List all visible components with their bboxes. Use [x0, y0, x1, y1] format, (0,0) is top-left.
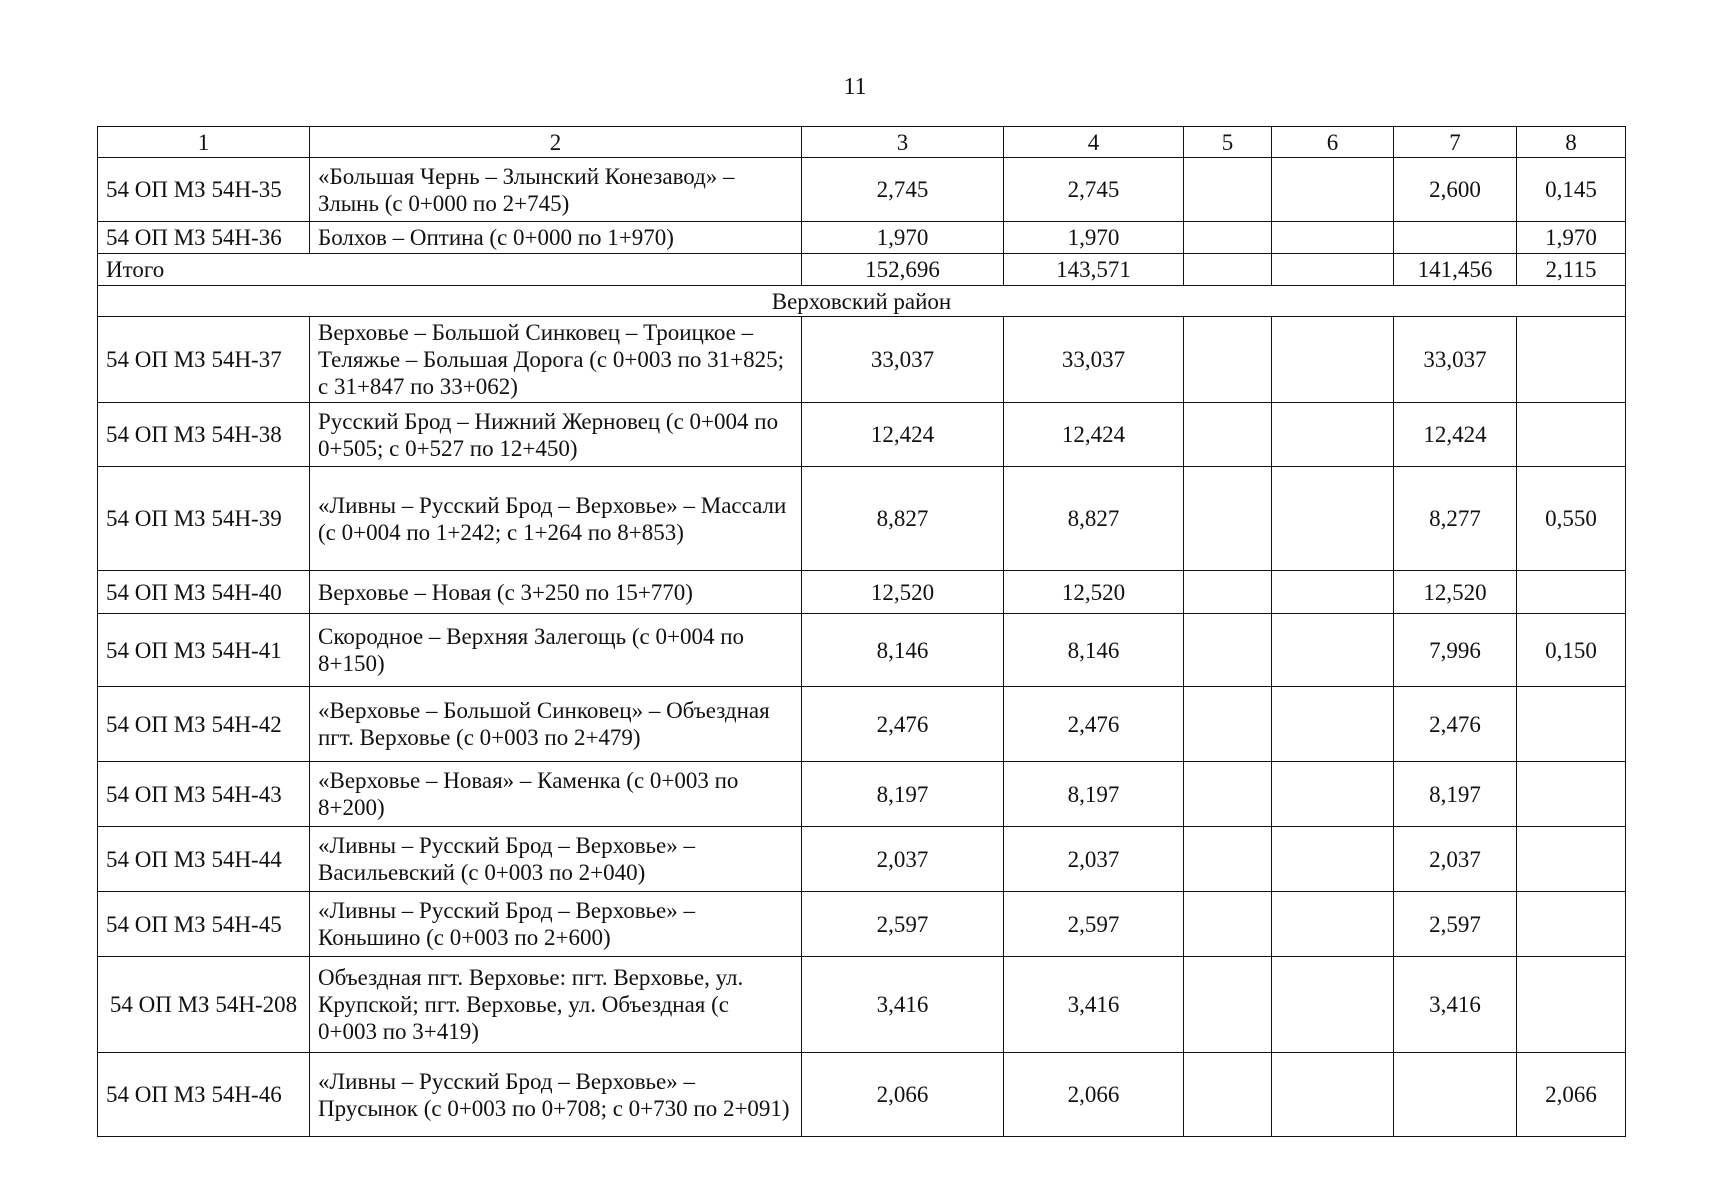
col4-value: 2,037: [1004, 827, 1184, 892]
col5-value: [1184, 467, 1272, 571]
table-row: [98, 892, 1626, 957]
col8-value: [1517, 957, 1626, 1053]
col7-value: [1394, 222, 1517, 254]
col3-value: 3,416: [802, 957, 1004, 1053]
header-cell: 7: [1394, 127, 1517, 158]
road-name: Верховье – Большой Синковец – Троицкое – Теляжье – Большая Дорога (с 0+003 по 31+825; с 31+847 по 33+062): [310, 317, 802, 403]
col3-value: 2,476: [802, 687, 1004, 762]
col5-value: [1184, 827, 1272, 892]
col8-value: [1517, 687, 1626, 762]
road-code: 54 ОП МЗ 54Н-41: [98, 614, 310, 687]
header-cell: 3: [802, 127, 1004, 158]
col5-value: [1184, 687, 1272, 762]
col3-value: 2,037: [802, 827, 1004, 892]
col7-value: 2,037: [1394, 827, 1517, 892]
road-name: Скородное – Верхняя Залегощь (с 0+004 по 8+150): [310, 614, 802, 687]
header-cell: 5: [1184, 127, 1272, 158]
header-cell: 2: [310, 127, 802, 158]
header-cell: 1: [98, 127, 310, 158]
col8-value: [1517, 892, 1626, 957]
col7-value: 2,600: [1394, 158, 1517, 222]
col6-value: [1272, 687, 1394, 762]
col8-value: [1517, 571, 1626, 614]
table-row: [98, 762, 1626, 827]
col3-value: 8,827: [802, 467, 1004, 571]
road-code: 54 ОП МЗ 54Н-42: [98, 687, 310, 762]
col3-value: 8,197: [802, 762, 1004, 827]
col8-value: 1,970: [1517, 222, 1626, 254]
col7-value: 33,037: [1394, 317, 1517, 403]
col8-value: 0,550: [1517, 467, 1626, 571]
col3-value: 12,520: [802, 571, 1004, 614]
total-col8: 2,115: [1517, 254, 1626, 286]
district-title: Верховский район: [98, 286, 1626, 317]
col7-value: 12,424: [1394, 403, 1517, 467]
road-code: 54 ОП МЗ 54Н-36: [98, 222, 310, 254]
col4-value: 8,146: [1004, 614, 1184, 687]
col6-value: [1272, 762, 1394, 827]
col3-value: 2,066: [802, 1053, 1004, 1137]
col8-value: 2,066: [1517, 1053, 1626, 1137]
col8-value: [1517, 317, 1626, 403]
col5-value: [1184, 892, 1272, 957]
col3-value: 33,037: [802, 317, 1004, 403]
column-number-row: [98, 127, 1626, 158]
col6-value: [1272, 317, 1394, 403]
col5-value: [1184, 403, 1272, 467]
road-code: 54 ОП МЗ 54Н-208: [98, 957, 310, 1053]
col3-value: 2,745: [802, 158, 1004, 222]
col4-value: 8,827: [1004, 467, 1184, 571]
col7-value: 3,416: [1394, 957, 1517, 1053]
col7-value: 12,520: [1394, 571, 1517, 614]
col5-value: [1184, 957, 1272, 1053]
col5-value: [1184, 571, 1272, 614]
table-row: [98, 827, 1626, 892]
road-name: «Верховье – Новая» – Каменка (с 0+003 по 8+200): [310, 762, 802, 827]
road-code: 54 ОП МЗ 54Н-40: [98, 571, 310, 614]
col6-value: [1272, 222, 1394, 254]
col7-value: 2,597: [1394, 892, 1517, 957]
road-code: 54 ОП МЗ 54Н-37: [98, 317, 310, 403]
road-name: «Ливны – Русский Брод – Верховье» – Васильевский (с 0+003 по 2+040): [310, 827, 802, 892]
col5-value: [1184, 1053, 1272, 1137]
table-row: [98, 222, 1626, 254]
total-label: Итого: [98, 254, 802, 286]
col7-value: 8,197: [1394, 762, 1517, 827]
col6-value: [1272, 614, 1394, 687]
road-code: 54 ОП МЗ 54Н-44: [98, 827, 310, 892]
total-col4: 143,571: [1004, 254, 1184, 286]
col4-value: 1,970: [1004, 222, 1184, 254]
col3-value: 2,597: [802, 892, 1004, 957]
col6-value: [1272, 403, 1394, 467]
total-col5: [1184, 254, 1272, 286]
col6-value: [1272, 957, 1394, 1053]
page-number: 11: [843, 74, 867, 100]
road-name: Болхов – Оптина (с 0+000 по 1+970): [310, 222, 802, 254]
col6-value: [1272, 571, 1394, 614]
road-name: Русский Брод – Нижний Жерновец (с 0+004 по 0+505; с 0+527 по 12+450): [310, 403, 802, 467]
col7-value: 8,277: [1394, 467, 1517, 571]
road-name: Верховье – Новая (с 3+250 по 15+770): [310, 571, 802, 614]
total-row: [98, 254, 1626, 286]
col7-value: 7,996: [1394, 614, 1517, 687]
road-code: 54 ОП МЗ 54Н-38: [98, 403, 310, 467]
road-name: «Ливны – Русский Брод – Верховье» – Коньшино (с 0+003 по 2+600): [310, 892, 802, 957]
col6-value: [1272, 827, 1394, 892]
road-code: 54 ОП МЗ 54Н-46: [98, 1053, 310, 1137]
col6-value: [1272, 1053, 1394, 1137]
road-name: «Ливны – Русский Брод – Верховье» – Массали (с 0+004 по 1+242; с 1+264 по 8+853): [310, 467, 802, 571]
col6-value: [1272, 467, 1394, 571]
col8-value: [1517, 403, 1626, 467]
col3-value: 8,146: [802, 614, 1004, 687]
table-row: [98, 158, 1626, 222]
table-row: [98, 317, 1626, 403]
header-cell: 4: [1004, 127, 1184, 158]
table-row: [98, 687, 1626, 762]
col5-value: [1184, 222, 1272, 254]
table-row: [98, 571, 1626, 614]
col5-value: [1184, 762, 1272, 827]
district-row: [98, 286, 1626, 317]
col4-value: 12,424: [1004, 403, 1184, 467]
table-row: [98, 467, 1626, 571]
table-row: [98, 1053, 1626, 1137]
roads-table: [97, 126, 1626, 1137]
col4-value: 2,066: [1004, 1053, 1184, 1137]
col8-value: 0,145: [1517, 158, 1626, 222]
table-row: [98, 403, 1626, 467]
col4-value: 2,476: [1004, 687, 1184, 762]
col4-value: 8,197: [1004, 762, 1184, 827]
road-code: 54 ОП МЗ 54Н-39: [98, 467, 310, 571]
table-row: [98, 614, 1626, 687]
road-code: 54 ОП МЗ 54Н-35: [98, 158, 310, 222]
col7-value: 2,476: [1394, 687, 1517, 762]
col8-value: [1517, 762, 1626, 827]
total-col3: 152,696: [802, 254, 1004, 286]
road-code: 54 ОП МЗ 54Н-45: [98, 892, 310, 957]
col3-value: 12,424: [802, 403, 1004, 467]
col8-value: 0,150: [1517, 614, 1626, 687]
road-code: 54 ОП МЗ 54Н-43: [98, 762, 310, 827]
road-name: «Ливны – Русский Брод – Верховье» – Прусынок (с 0+003 по 0+708; с 0+730 по 2+091): [310, 1053, 802, 1137]
col8-value: [1517, 827, 1626, 892]
table-row: [98, 957, 1626, 1053]
col5-value: [1184, 317, 1272, 403]
col4-value: 2,597: [1004, 892, 1184, 957]
col6-value: [1272, 158, 1394, 222]
road-name: «Большая Чернь – Злынский Конезавод» – Злынь (с 0+000 по 2+745): [310, 158, 802, 222]
col4-value: 3,416: [1004, 957, 1184, 1053]
col5-value: [1184, 158, 1272, 222]
col4-value: 33,037: [1004, 317, 1184, 403]
col4-value: 2,745: [1004, 158, 1184, 222]
total-col7: 141,456: [1394, 254, 1517, 286]
header-cell: 8: [1517, 127, 1626, 158]
col3-value: 1,970: [802, 222, 1004, 254]
road-name: «Верховье – Большой Синковец» – Объездная пгт. Верховье (с 0+003 по 2+479): [310, 687, 802, 762]
col6-value: [1272, 892, 1394, 957]
total-col6: [1272, 254, 1394, 286]
header-cell: 6: [1272, 127, 1394, 158]
road-name: Объездная пгт. Верховье: пгт. Верховье, ул. Крупской; пгт. Верховье, ул. Объездная (с 0+003 по 3+419): [310, 957, 802, 1053]
col7-value: [1394, 1053, 1517, 1137]
col4-value: 12,520: [1004, 571, 1184, 614]
col5-value: [1184, 614, 1272, 687]
